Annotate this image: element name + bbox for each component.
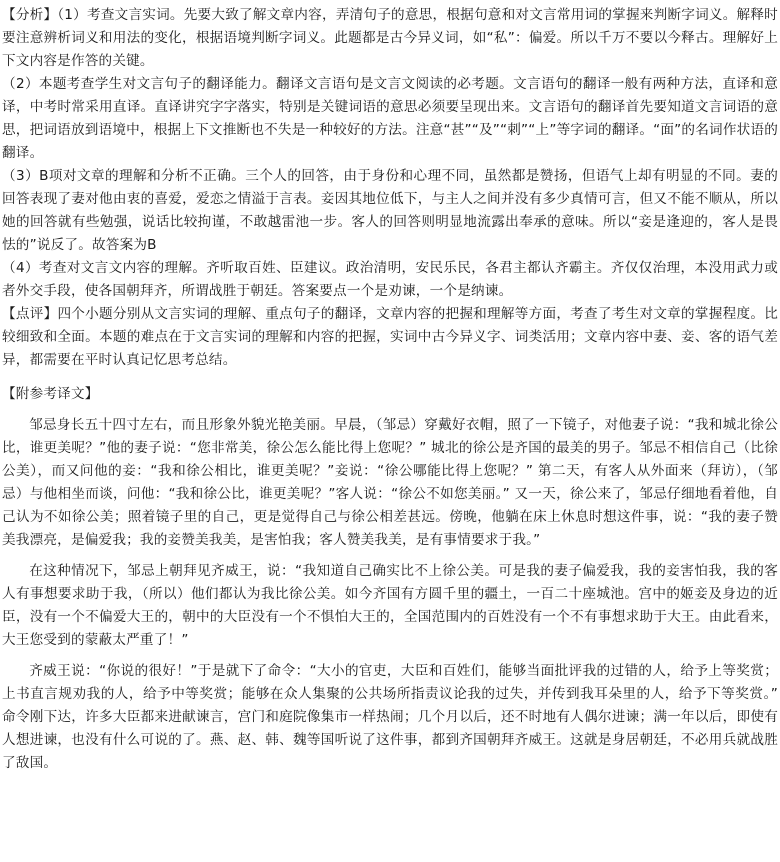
analysis-item-3: （3）B项对文章的理解和分析不正确。三个人的回答，由于身份和心理不同，虽然都是赞扬，但语气上却有明显的不同。妻的回答表现了妻对他由衷的喜爱，爱恋之情溢于言表。妾因其地位低下，与主人之间并没有多少真情可言，但又不能不顺从，所以她的回答就有些勉强，说话比较拘谨，不敢越雷池一步。客人的回答则明显地流露出奉承的意味。所以“妾是逢迎的，客人是畏怯的”说反了。故答案为B [2, 168, 778, 253]
analysis-paragraph-1 [2, 4, 778, 73]
section-spacer [2, 372, 778, 383]
paragraph-spacer [2, 552, 778, 560]
translation-label: 【附参考译文】 [2, 386, 99, 402]
translation-paragraph-2: 在这种情况下，邹忌上朝拜见齐威王，说：“我知道自己确实比不上徐公美。可是我的妻子偏爱我，我的妾害怕我，我的客人有事想要求助于我，（所以）他们都认为我比徐公美。如今齐国有方圆千里的疆土，一百二十座城池。宫中的姬妾及身边的近臣，没有一个不偏爱大王的，朝中的大臣没有一个不惧怕大王的，全国范围内的百姓没有一个不有事想求助于大王。由此看来，大王您受到的蒙蔽太严重了！” [2, 563, 778, 648]
comment-text: 四个小题分别从文言实词的理解、重点句子的翻译，文章内容的把握和理解等方面，考查了考生对文章的掌握程度。比较细致和全面。本题的难点在于文言实词的理解和内容的把握，实词中古今异义字、词类活用；文章内容中妻、妾、客的语气差异，都需要在平时认真记忆思考总结。 [2, 306, 778, 368]
analysis-item-2: （2）本题考查学生对文言句子的翻译能力。翻译文言语句是文言文阅读的必考题。文言语句的翻译一般有两种方法，直译和意译，中考时常采用直译。直译讲究字字落实，特别是关键词语的意思必须要呈现出来。文言语句的翻译首先要知道文言词语的意思，把词语放到语境中，根据上下文推断也不失是一种较好的方法。注意“甚”“及”“刺”“上”等字词的翻译。“面”的名词作状语的翻译。 [2, 76, 778, 161]
comment-label: 【点评】 [2, 306, 58, 322]
comment-paragraph [2, 303, 778, 372]
section-spacer [2, 406, 778, 414]
analysis-item-1: （1）考查文言实词。先要大致了解文章内容，弄清句子的意思，根据句意和对文言常用词的掌握来判断字词义。解释时要注意辨析词义和用法的变化，根据语境判断字词义。此题都是古今异义词，如“私”：偏爱。所以千万不要以今释古。理解好上下文内容是作答的关键。 [2, 7, 778, 69]
analysis-label: 【分析】 [2, 7, 58, 23]
translation-paragraph-1: 邹忌身长五十四寸左右，而且形象外貌光艳美丽。早晨，（邹忌）穿戴好衣帽，照了一下镜子，对他妻子说：“我和城北徐公比，谁更美呢？”他的妻子说：“您非常美，徐公怎么能比得上您呢？” 城北的徐公是齐国的最美的男子。邹忌不相信自己（比徐公美），而又问他的妾：“我和徐公相比，谁更美呢？”妾说：“徐公哪能比得上您呢？” 第二天，有客人从外面来（拜访），（邹忌）与他相坐而谈，问他：“我和徐公比，谁更美呢？”客人说：“徐公不如您美丽。” 又一天，徐公来了，邹忌仔细地看着他，自己认为不如徐公美；照着镜子里的自己，更是觉得自己与徐公相差甚远。傍晚，他躺在床上休息时想这件事，说：“我的妻子赞美我漂亮，是偏爱我；我的妾赞美我美，是害怕我；客人赞美我美，是有事情要求于我。” [2, 417, 778, 548]
translation-paragraph-3: 齐威王说：“你说的很好！”于是就下了命令：“大小的官吏，大臣和百姓们，能够当面批评我的过错的人，给予上等奖赏；上书直言规劝我的人，给予中等奖赏；能够在众人集聚的公共场所指责议论我的过失，并传到我耳朵里的人，给予下等奖赏。” 命令刚下达，许多大臣都来进献谏言，宫门和庭院像集市一样热闹；几个月以后，还不时地有人偶尔进谏；满一年以后，即使有人想进谏，也没有什么可说的了。燕、赵、韩、魏等国听说了这件事，都到齐国朝拜齐威王。这就是身居朝廷，不必用兵就战胜了敌国。 [2, 663, 778, 771]
analysis-item-4: （4）考查对文言文内容的理解。齐听取百姓、臣建议。政治清明，安民乐民，各君主都认齐霸主。齐仅仅治理，本没用武力或者外交手段，使各国朝拜齐，所谓战胜于朝廷。答案要点一个是劝谏，一个是纳谏。 [2, 260, 778, 299]
paragraph-spacer [2, 652, 778, 660]
